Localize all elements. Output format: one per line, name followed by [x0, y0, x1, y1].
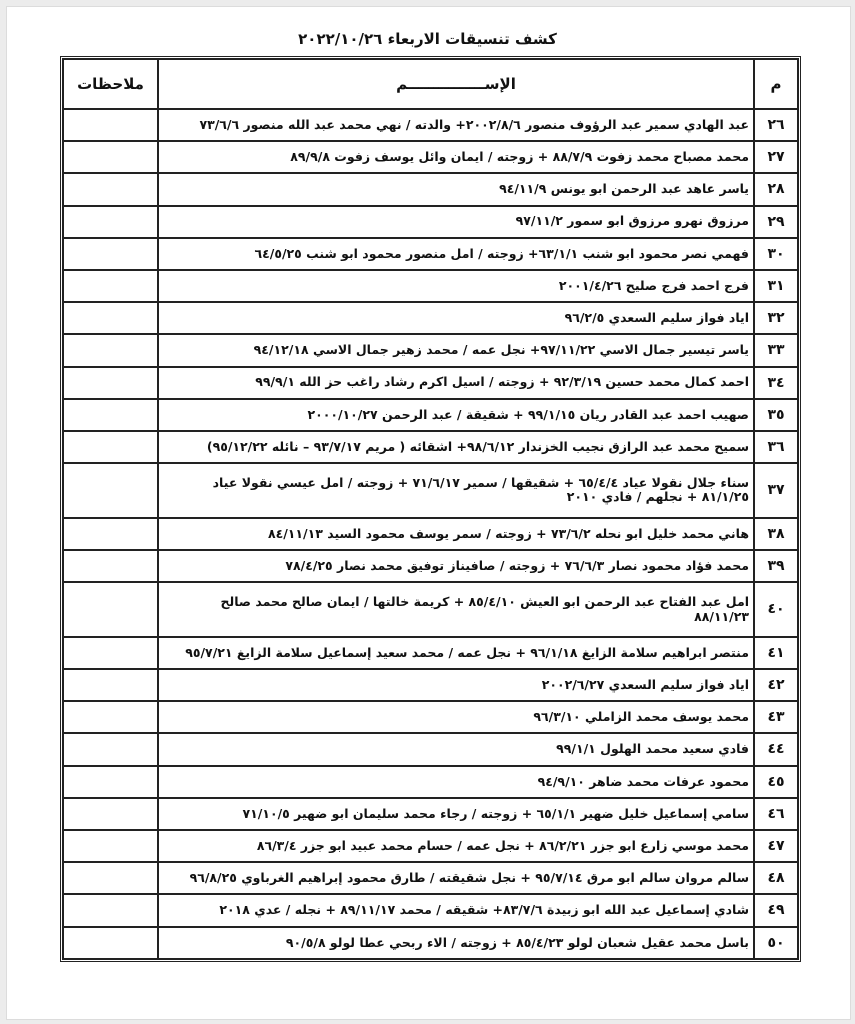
row-notes	[63, 367, 158, 399]
table-row	[63, 830, 798, 862]
row-number: ٣٦	[754, 431, 798, 463]
row-notes	[63, 270, 158, 302]
row-number: ٤١	[754, 637, 798, 669]
row-name: سامي إسماعيل خليل ضهير ٦٥/١/١ + زوجته / رجاء محمد سليمان ابو ضهير ٧١/١٠/٥	[158, 798, 754, 830]
row-notes	[63, 206, 158, 238]
row-notes	[63, 862, 158, 894]
row-number: ٣١	[754, 270, 798, 302]
table-row	[63, 173, 798, 205]
row-name: ياسر تيسير جمال الاسي ٩٧/١١/٢٢+ نجل عمه / محمد زهير جمال الاسي ٩٤/١٢/١٨	[158, 334, 754, 366]
table-row	[63, 334, 798, 366]
row-name: سميح محمد عبد الرازق نجيب الخزندار ٩٨/٦/١٢+ اشقائه ( مريم ٩٣/٧/١٧ – نائله ٩٥/١٢/٢٢)	[158, 431, 754, 463]
row-number: ٤٨	[754, 862, 798, 894]
row-notes	[63, 669, 158, 701]
document-title: كشف تنسيقات الاربعاء ٢٠٢٢/١٠/٢٦	[298, 30, 557, 48]
row-number: ٢٧	[754, 141, 798, 173]
row-name: هاني محمد خليل ابو نحله ٧٣/٦/٢ + زوجته / سمر يوسف محمود السيد ٨٤/١١/١٣	[158, 518, 754, 550]
header-num: م	[754, 59, 798, 109]
names-table	[60, 56, 801, 962]
row-number: ٢٦	[754, 109, 798, 141]
row-name: محمود عرفات محمد ضاهر ٩٤/٩/١٠	[158, 766, 754, 798]
row-number: ٤٢	[754, 669, 798, 701]
row-name: اياد فواز سليم السعدي ٩٦/٢/٥	[158, 302, 754, 334]
row-name: سناء جلال نقولا عياد ٦٥/٤/٤ + شقيقها / سمير ٧١/٦/١٧ + زوجته / امل عيسي نقولا عياد ٨١/١/٢٥ + نجلهم / فادي ٢٠١٠	[158, 463, 754, 518]
table-row	[63, 399, 798, 431]
row-number: ٥٠	[754, 927, 798, 959]
row-number: ٣٥	[754, 399, 798, 431]
row-name: فرج احمد فرج صليح ٢٠٠١/٤/٢٦	[158, 270, 754, 302]
table-row	[63, 141, 798, 173]
row-name: فادي سعيد محمد الهلول ٩٩/١/١	[158, 733, 754, 765]
table-row	[63, 518, 798, 550]
row-name: منتصر ابراهيم سلامة الزايغ ٩٦/١/١٨ + نجل عمه / محمد سعيد إسماعيل سلامة الزايغ ٩٥/٧/٢١	[158, 637, 754, 669]
table-row	[63, 109, 798, 141]
row-name: عبد الهادي سمير عبد الرؤوف منصور ٢٠٠٢/٨/٦+ والدته / نهي محمد عبد الله منصور ٧٣/٦/٦	[158, 109, 754, 141]
row-number: ٤٥	[754, 766, 798, 798]
row-notes	[63, 894, 158, 926]
table-row	[63, 431, 798, 463]
row-notes	[63, 238, 158, 270]
row-number: ٤٦	[754, 798, 798, 830]
row-number: ٣٩	[754, 550, 798, 582]
row-notes	[63, 582, 158, 637]
row-number: ٤٩	[754, 894, 798, 926]
row-name: مرزوق نهرو مرزوق ابو سمور ٩٧/١١/٢	[158, 206, 754, 238]
header-notes: ملاحظات	[63, 59, 158, 109]
table-row	[63, 798, 798, 830]
row-notes	[63, 518, 158, 550]
row-notes	[63, 550, 158, 582]
table-row	[63, 367, 798, 399]
row-number: ٤٤	[754, 733, 798, 765]
row-notes	[63, 798, 158, 830]
row-name: صهيب احمد عبد القادر ريان ٩٩/١/١٥ + شقيقة / عبد الرحمن ٢٠٠٠/١٠/٢٧	[158, 399, 754, 431]
row-number: ٣٨	[754, 518, 798, 550]
table-row	[63, 463, 798, 518]
row-name: شادي إسماعيل عبد الله ابو زبيدة ٨٣/٧/٦+ شقيقه / محمد ٨٩/١١/١٧ + نجله / عدي ٢٠١٨	[158, 894, 754, 926]
row-name: احمد كمال محمد حسين ٩٢/٣/١٩ + زوجته / اسيل اكرم رشاد راغب حز الله ٩٩/٩/١	[158, 367, 754, 399]
table-row	[63, 862, 798, 894]
table-row	[63, 894, 798, 926]
row-notes	[63, 399, 158, 431]
table-row	[63, 270, 798, 302]
table-row	[63, 701, 798, 733]
row-name: فهمي نصر محمود ابو شنب ٦٣/١/١+ زوجته / امل منصور محمود ابو شنب ٦٤/٥/٢٥	[158, 238, 754, 270]
table-row	[63, 766, 798, 798]
row-number: ٣٢	[754, 302, 798, 334]
row-notes	[63, 701, 158, 733]
row-notes	[63, 637, 158, 669]
row-number: ٤٣	[754, 701, 798, 733]
row-name: امل عبد الفتاح عبد الرحمن ابو العيش ٨٥/٤/١٠ + كريمة خالتها / ايمان صالح محمد صالح ٨٨/١١/٢٣	[158, 582, 754, 637]
row-notes	[63, 334, 158, 366]
row-number: ٣٧	[754, 463, 798, 518]
table-row	[63, 582, 798, 637]
table-row	[63, 669, 798, 701]
row-notes	[63, 766, 158, 798]
row-notes	[63, 733, 158, 765]
row-notes	[63, 830, 158, 862]
row-number: ٣٤	[754, 367, 798, 399]
table-header-row	[63, 59, 798, 109]
row-number: ٢٨	[754, 173, 798, 205]
row-notes	[63, 141, 158, 173]
row-name: محمد موسي زارع ابو جزر ٨٦/٢/٢١ + نجل عمه / حسام محمد عبيد ابو جزر ٨٦/٣/٤	[158, 830, 754, 862]
row-number: ٤٧	[754, 830, 798, 862]
table-row	[63, 637, 798, 669]
row-name: ياسر عاهد عبد الرحمن ابو يونس ٩٤/١١/٩	[158, 173, 754, 205]
table-row	[63, 550, 798, 582]
row-notes	[63, 927, 158, 959]
header-name: الإســـــــــــــــم	[158, 59, 754, 109]
row-notes	[63, 173, 158, 205]
row-notes	[63, 109, 158, 141]
row-notes	[63, 302, 158, 334]
row-name: محمد فؤاد محمود نصار ٧٦/٦/٣ + زوجته / صافيناز توفيق محمد نصار ٧٨/٤/٢٥	[158, 550, 754, 582]
table-row	[63, 302, 798, 334]
table-row	[63, 238, 798, 270]
row-number: ٣٠	[754, 238, 798, 270]
row-name: محمد يوسف محمد الزاملي ٩٦/٣/١٠	[158, 701, 754, 733]
table-row	[63, 733, 798, 765]
row-notes	[63, 463, 158, 518]
row-name: اياد فواز سليم السعدي ٢٠٠٢/٦/٢٧	[158, 669, 754, 701]
row-number: ٣٣	[754, 334, 798, 366]
table-row	[63, 927, 798, 959]
row-name: محمد مصباح محمد زفوت ٨٨/٧/٩ + زوجته / ايمان وائل يوسف زفوت ٨٩/٩/٨	[158, 141, 754, 173]
row-number: ٤٠	[754, 582, 798, 637]
row-name: باسل محمد عقيل شعبان لولو ٨٥/٤/٢٣ + زوجته / الاء ربحي عطا لولو ٩٠/٥/٨	[158, 927, 754, 959]
table-row	[63, 206, 798, 238]
row-notes	[63, 431, 158, 463]
row-name: سالم مروان سالم ابو مرق ٩٥/٧/١٤ + نجل شقيقته / طارق محمود إبراهيم الغرباوي ٩٦/٨/٢٥	[158, 862, 754, 894]
row-number: ٢٩	[754, 206, 798, 238]
